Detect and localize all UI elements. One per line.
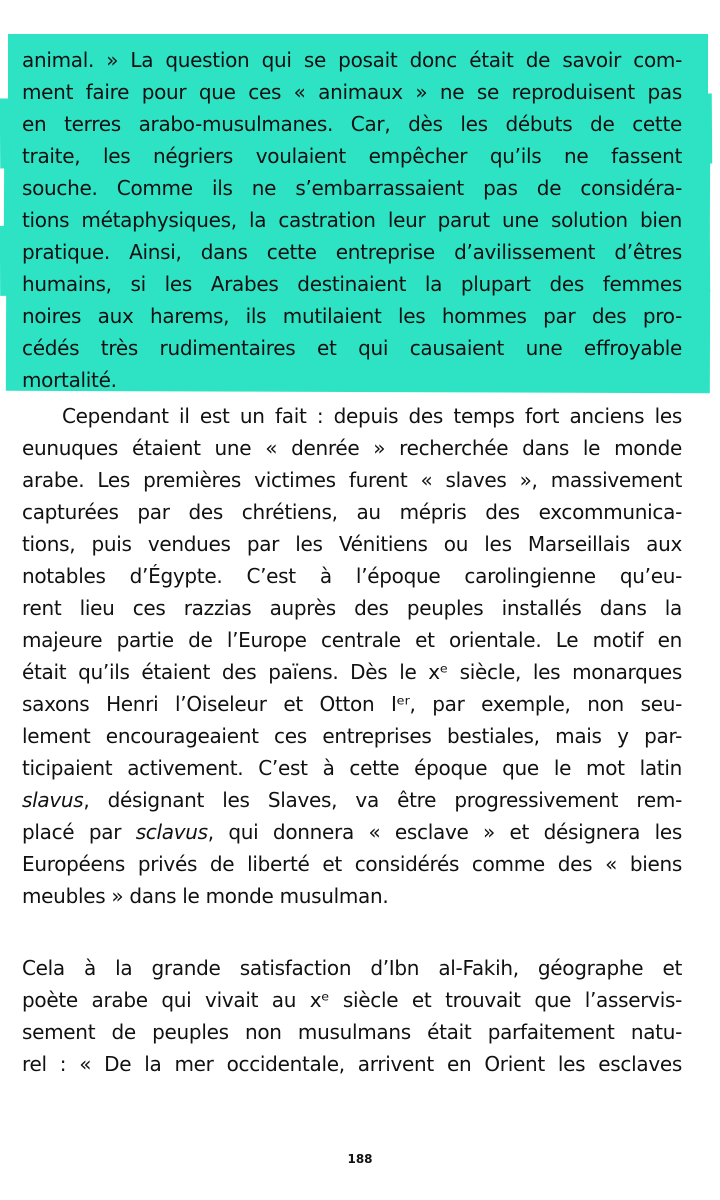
text-line: souche. Comme ils ne s’embarrassaient pas de considéra-	[22, 176, 682, 200]
text-line: sement de peuples non musulmans était parfaitement natu-	[22, 1020, 682, 1044]
paragraph-3	[22, 952, 682, 1080]
text-line: en terres arabo-musulmanes. Car, dès les débuts de cette	[22, 112, 682, 136]
text-line: Cependant il est un fait : depuis des temps fort anciens les	[62, 404, 682, 428]
text-line: Cela à la grande satisfaction d’Ibn al-Fakih, géographe et	[22, 956, 682, 980]
text-line: poète arabe qui vivait au xᵉ siècle et trouvait que l’asservis-	[22, 988, 682, 1012]
text-line	[22, 784, 682, 816]
page-number: 188	[347, 1152, 373, 1166]
text-line: cédés très rudimentaires et qui causaient une effroyable	[22, 336, 682, 360]
text-line: notables d’Égypte. C’est à l’époque carolingienne qu’eu-	[22, 564, 682, 588]
text-line: rent lieu ces razzias auprès des peuples installés dans la	[22, 596, 682, 620]
text-line: traite, les négriers voulaient empêcher qu’ils ne fassent	[22, 144, 682, 168]
text-line	[22, 816, 682, 848]
text-line: mortalité.	[22, 368, 117, 392]
text-line: humains, si les Arabes destinaient la plupart des femmes	[22, 272, 682, 296]
text-line: eunuques étaient une « denrée » recherchée dans le monde	[22, 436, 682, 460]
text-line: pratique. Ainsi, dans cette entreprise d’avilissement d’êtres	[22, 240, 682, 264]
text-line: tions métaphysiques, la castration leur parut une solution bien	[22, 208, 682, 232]
paragraph-2	[22, 400, 682, 912]
text-line: meubles » dans le monde musulman.	[22, 884, 389, 908]
text-line: saxons Henri l’Oiseleur et Otton Iᵉʳ, par exemple, non seu-	[22, 692, 682, 716]
text-line: tions, puis vendues par les Vénitiens ou les Marseillais aux	[22, 532, 682, 556]
text-line: ticipaient activement. C’est à cette époque que le mot latin	[22, 756, 682, 780]
text-line: rel : « De la mer occidentale, arrivent en Orient les esclaves	[22, 1052, 682, 1076]
text-line: majeure partie de l’Europe centrale et orientale. Le motif en	[22, 628, 682, 652]
text-line: arabe. Les premières victimes furent « slaves », massivement	[22, 468, 682, 492]
text-line: noires aux harems, ils mutilaient les hommes par des pro-	[22, 304, 682, 328]
text-line: capturées par des chrétiens, au mépris des excommunica-	[22, 500, 682, 524]
highlighted-paragraph	[22, 44, 682, 396]
text-line: lement encourageaient ces entreprises bestiales, mais y par-	[22, 724, 682, 748]
text-line: ment faire pour que ces « animaux » ne se reproduisent pas	[22, 80, 682, 104]
text-line: animal. » La question qui se posait donc était de savoir com-	[22, 48, 682, 72]
text-line: Européens privés de liberté et considérés comme des « biens	[22, 852, 682, 876]
text-fragment: , qui donnera « esclave » et désignera les	[207, 820, 682, 844]
text-fragment: , désignant les Slaves, va être progressivement rem-	[83, 788, 682, 812]
text-fragment: placé par	[22, 820, 136, 844]
italic-word: slavus	[22, 788, 84, 812]
italic-word: sclavus	[135, 820, 208, 844]
text-line: était qu’ils étaient des païens. Dès le xᵉ siècle, les monarques	[22, 660, 682, 684]
